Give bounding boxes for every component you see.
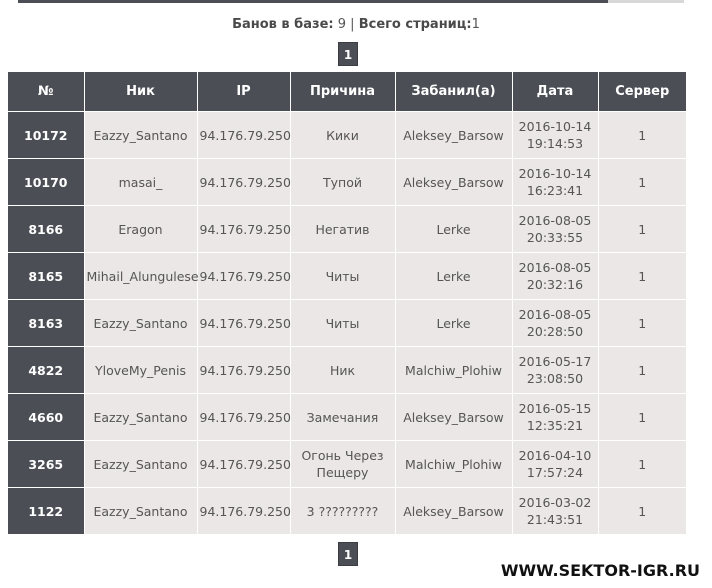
cell-server: 1: [598, 253, 686, 300]
header-date[interactable]: Дата: [512, 72, 598, 112]
cell-ban-id: 10172: [8, 112, 84, 159]
cell-reason: Читы: [290, 253, 395, 300]
cell-nick: Eazzy_Santano: [84, 112, 197, 159]
cell-ip: 94.176.79.250: [197, 300, 290, 347]
table-row: [8, 253, 686, 300]
ban-time: 20:33:55: [526, 230, 584, 245]
cell-reason: 3 ?????????: [290, 488, 395, 535]
cell-server: 1: [598, 112, 686, 159]
cell-date: [512, 488, 598, 535]
cell-reason: Кики: [290, 112, 395, 159]
ban-time: 23:08:50: [526, 371, 584, 386]
cell-nick: Eazzy_Santano: [84, 488, 197, 535]
table-row: [8, 441, 686, 488]
cell-ban-id: 4822: [8, 347, 84, 394]
cell-ban-id: 1122: [8, 488, 84, 535]
ban-date: 2016-10-14: [518, 119, 592, 134]
cell-banned-by: Aleksey_Barsow: [395, 159, 512, 206]
ban-time: 21:43:51: [526, 512, 584, 527]
cell-date: [512, 441, 598, 488]
ban-date: 2016-04-10: [518, 448, 592, 463]
cell-ip: 94.176.79.250: [197, 347, 290, 394]
header-banned-by[interactable]: Забанил(а): [395, 72, 512, 112]
top-divider-light: [608, 0, 684, 3]
ban-date: 2016-08-05: [518, 260, 592, 275]
cell-ip: 94.176.79.250: [197, 159, 290, 206]
cell-reason: Замечания: [290, 394, 395, 441]
table-row: [8, 488, 686, 535]
cell-server: 1: [598, 488, 686, 535]
cell-reason: Негатив: [290, 206, 395, 253]
ban-time: 12:35:21: [526, 418, 584, 433]
ban-time: 16:23:41: [526, 183, 584, 198]
cell-banned-by: Aleksey_Barsow: [395, 488, 512, 535]
cell-ip: 94.176.79.250: [197, 394, 290, 441]
ban-time: 19:14:53: [526, 136, 584, 151]
ban-date: 2016-03-02: [518, 495, 592, 510]
cell-ban-id: 8166: [8, 206, 84, 253]
header-reason[interactable]: Причина: [290, 72, 395, 112]
cell-reason: Тупой: [290, 159, 395, 206]
ban-date: 2016-05-15: [518, 401, 592, 416]
cell-date: [512, 300, 598, 347]
table-header-row: [8, 72, 686, 112]
ban-time: 17:57:24: [526, 465, 584, 480]
ban-time: 20:28:50: [526, 324, 584, 339]
pages-label: Всего страниц:: [358, 17, 472, 32]
table-row: [8, 347, 686, 394]
bans-count: 9: [337, 17, 347, 32]
cell-nick: YloveMy_Penis: [84, 347, 197, 394]
header-nick[interactable]: Ник: [84, 72, 197, 112]
cell-nick: Eazzy_Santano: [84, 441, 197, 488]
ban-time: 20:32:16: [526, 277, 584, 292]
header-number[interactable]: №: [8, 72, 84, 112]
cell-ban-id: 8163: [8, 300, 84, 347]
table-row: [8, 112, 686, 159]
cell-nick: Eazzy_Santano: [84, 394, 197, 441]
cell-ip: 94.176.79.250: [197, 253, 290, 300]
table-row: [8, 300, 686, 347]
cell-banned-by: Malchiw_Plohiw: [395, 441, 512, 488]
cell-ip: 94.176.79.250: [197, 488, 290, 535]
summary-separator: |: [350, 17, 355, 32]
cell-ban-id: 3265: [8, 441, 84, 488]
cell-banned-by: Aleksey_Barsow: [395, 112, 512, 159]
cell-ban-id: 4660: [8, 394, 84, 441]
cell-banned-by: Lerke: [395, 206, 512, 253]
cell-server: 1: [598, 347, 686, 394]
ban-date: 2016-10-14: [518, 166, 592, 181]
ban-date: 2016-05-17: [518, 354, 592, 369]
cell-banned-by: Malchiw_Plohiw: [395, 347, 512, 394]
ban-date: 2016-08-05: [518, 307, 592, 322]
cell-ip: 94.176.79.250: [197, 112, 290, 159]
cell-nick: Eazzy_Santano: [84, 300, 197, 347]
ban-summary: [0, 17, 712, 32]
cell-nick: Mihail_Alungulese: [84, 253, 197, 300]
cell-reason: Огонь Через Пещеру: [290, 441, 395, 488]
cell-server: 1: [598, 300, 686, 347]
cell-server: 1: [598, 206, 686, 253]
table-row: [8, 159, 686, 206]
cell-reason: Ник: [290, 347, 395, 394]
top-divider: [18, 0, 608, 3]
cell-ban-id: 8165: [8, 253, 84, 300]
site-watermark: WWW.SEKTOR-IGR.RU: [500, 561, 700, 580]
cell-ip: 94.176.79.250: [197, 206, 290, 253]
header-server[interactable]: Сервер: [598, 72, 686, 112]
ban-rows: [8, 112, 686, 535]
cell-banned-by: Lerke: [395, 253, 512, 300]
cell-banned-by: Aleksey_Barsow: [395, 394, 512, 441]
cell-server: 1: [598, 394, 686, 441]
ban-date: 2016-08-05: [518, 213, 592, 228]
cell-date: [512, 112, 598, 159]
cell-nick: Eragon: [84, 206, 197, 253]
cell-nick: masai_: [84, 159, 197, 206]
cell-banned-by: Lerke: [395, 300, 512, 347]
bans-label: Банов в базе:: [232, 17, 334, 32]
cell-date: [512, 206, 598, 253]
cell-date: [512, 347, 598, 394]
table-row: [8, 206, 686, 253]
cell-server: 1: [598, 159, 686, 206]
page-link-1-bottom[interactable]: 1: [338, 542, 358, 566]
cell-ban-id: 10170: [8, 159, 84, 206]
cell-date: [512, 253, 598, 300]
page-link-1-top[interactable]: 1: [338, 42, 358, 66]
cell-date: [512, 394, 598, 441]
cell-reason: Читы: [290, 300, 395, 347]
cell-date: [512, 159, 598, 206]
cell-ip: 94.176.79.250: [197, 441, 290, 488]
header-ip[interactable]: IP: [197, 72, 290, 112]
cell-server: 1: [598, 441, 686, 488]
pages-count: 1: [471, 17, 480, 32]
ban-table: [8, 72, 686, 535]
table-row: [8, 394, 686, 441]
